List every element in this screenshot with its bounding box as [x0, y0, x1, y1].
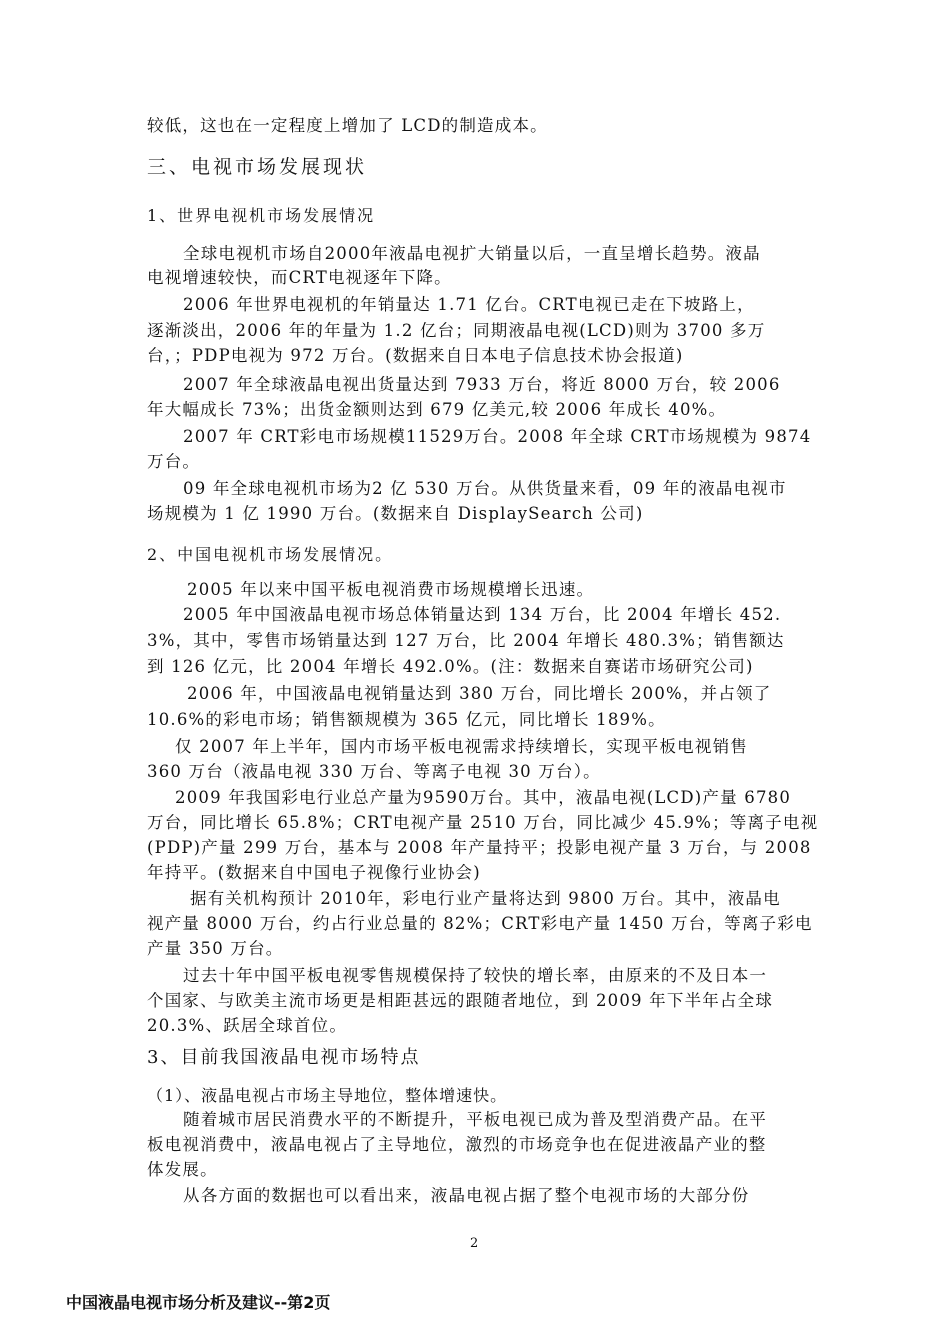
paragraph-line: 较低，这也在一定程度上增加了 LCD的制造成本。 — [147, 116, 548, 135]
paragraph-line: 体发展。 — [147, 1160, 218, 1179]
paragraph-line: 台，；PDP电视为 972 万台。(数据来自日本电子信息技术协会报道) — [147, 346, 684, 365]
paragraph-line: 万台。 — [147, 452, 201, 471]
paragraph-line: 年持平。(数据来自中国电子视像行业协会) — [147, 863, 481, 882]
paragraph-line: 电视增速较快，而CRT电视逐年下降。 — [147, 268, 452, 287]
paragraph-line: 2007 年全球液晶电视出货量达到 7933 万台，将近 8000 万台，较 2006 — [183, 375, 781, 394]
page-number: 2 — [470, 1236, 479, 1251]
paragraph-line: 2009 年我国彩电行业总产量为9590万台。其中，液晶电视(LCD)产量 6780 — [175, 788, 792, 807]
paragraph-line: 3%，其中，零售市场销量达到 127 万台，比 2004 年增长 480.3%；销售额达 — [147, 631, 785, 650]
paragraph-line: 个国家、与欧美主流市场更是相距甚远的跟随者地位，到 2009 年下半年占全球 — [147, 991, 774, 1010]
paragraph-line: 2005 年以来中国平板电视消费市场规模增长迅速。 — [187, 580, 595, 599]
paragraph-line: 20.3%、跃居全球首位。 — [147, 1016, 348, 1035]
paragraph-line: 2006 年，中国液晶电视销量达到 380 万台，同比增长 200%，并占领了 — [187, 684, 772, 703]
subsection-heading: （1）、液晶电视占市场主导地位，整体增速快。 — [147, 1086, 508, 1105]
subsection-heading: 2、中国电视机市场发展情况。 — [147, 545, 394, 564]
paragraph-line: 随着城市居民消费水平的不断提升，平板电视已成为普及型消费产品。在平 — [183, 1110, 768, 1129]
paragraph-line: 360 万台（液晶电视 330 万台、等离子电视 30 万台）。 — [147, 762, 601, 781]
paragraph-line: 据有关机构预计 2010年，彩电行业产量将达到 9800 万台。其中，液晶电 — [190, 889, 781, 908]
paragraph-line: 2007 年 CRT彩电市场规模11529万台。2008 年全球 CRT市场规模为 9874 — [183, 427, 812, 446]
paragraph-line: 从各方面的数据也可以看出来，液晶电视占据了整个电视市场的大部分份 — [183, 1186, 750, 1205]
paragraph-line: 板电视消费中，液晶电视占了主导地位，激烈的市场竞争也在促进液晶产业的整 — [147, 1135, 767, 1154]
paragraph-line: 过去十年中国平板电视零售规模保持了较快的增长率，由原来的不及日本一 — [183, 966, 768, 985]
paragraph-line: 10.6%的彩电市场；销售额规模为 365 亿元，同比增长 189%。 — [147, 710, 666, 729]
subsection-heading: 3、目前我国液晶电视市场特点 — [147, 1047, 421, 1068]
paragraph-line: 全球电视机市场自2000年液晶电视扩大销量以后，一直呈增长趋势。液晶 — [183, 244, 761, 263]
document-footer: 中国液晶电视市场分析及建议--第2页 — [66, 1293, 331, 1312]
paragraph-line: 到 126 亿元，比 2004 年增长 492.0%。(注：数据来自赛诺市场研究公司) — [147, 657, 754, 676]
paragraph-line: 仅 2007 年上半年，国内市场平板电视需求持续增长，实现平板电视销售 — [175, 737, 748, 756]
paragraph-line: 2006 年世界电视机的年销量达 1.71 亿台。CRT电视已走在下坡路上， — [183, 295, 755, 314]
paragraph-line: (PDP)产量 299 万台，基本与 2008 年产量持平；投影电视产量 3 万台，与 2008 — [147, 838, 812, 857]
paragraph-line: 产量 350 万台。 — [147, 939, 284, 958]
paragraph-line: 逐渐淡出，2006 年的年量为 1.2 亿台；同期液晶电视(LCD)则为 3700 多万 — [147, 321, 766, 340]
paragraph-line: 场规模为 1 亿 1990 万台。(数据来自 DisplaySearch 公司) — [147, 504, 644, 523]
paragraph-line: 2005 年中国液晶电视市场总体销量达到 134 万台，比 2004 年增长 452. — [183, 605, 782, 624]
paragraph-line: 09 年全球电视机市场为2 亿 530 万台。从供货量来看，09 年的液晶电视市 — [183, 479, 787, 498]
paragraph-line: 视产量 8000 万台，约占行业总量的 82%；CRT彩电产量 1450 万台，等离子彩电 — [147, 914, 813, 933]
paragraph-line: 年大幅成长 73%；出货金额则达到 679 亿美元,较 2006 年成长 40%。 — [147, 400, 727, 419]
section-heading: 三、电视市场发展现状 — [147, 156, 368, 178]
subsection-heading: 1、世界电视机市场发展情况 — [147, 206, 376, 225]
paragraph-line: 万台，同比增长 65.8%；CRT电视产量 2510 万台，同比减少 45.9%；等离子电视 — [147, 813, 819, 832]
